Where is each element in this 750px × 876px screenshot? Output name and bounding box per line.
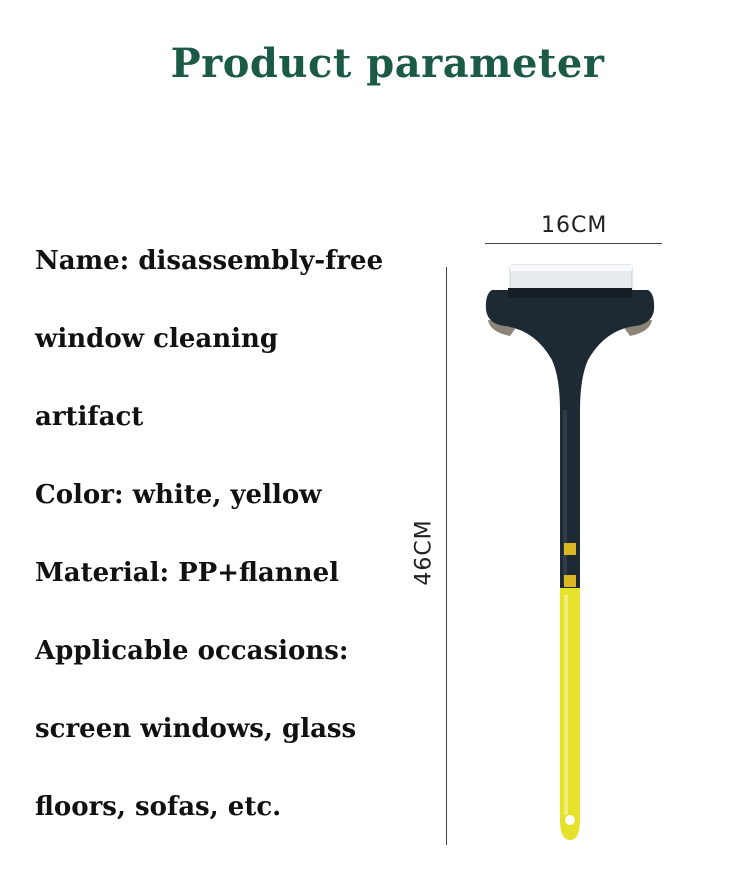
handle-head <box>486 290 654 410</box>
handle-yellow <box>560 588 580 840</box>
spec-name-line-1: Name: disassembly-free <box>35 246 384 276</box>
width-dimension-line <box>485 243 662 244</box>
spec-material: Material: PP+flannel <box>35 558 339 588</box>
spec-occasions-label: Applicable occasions: <box>35 636 349 666</box>
spec-occasions-line-1: screen windows, glass <box>35 714 357 744</box>
spec-occasions-line-2: floors, sofas, etc. <box>35 792 282 822</box>
height-dimension-line <box>446 267 447 845</box>
window-cleaner-image <box>480 260 660 850</box>
page-title: Product parameter <box>170 40 605 87</box>
width-dimension-label: 16CM <box>541 213 608 238</box>
spec-color: Color: white, yellow <box>35 480 322 510</box>
lock-button-lower <box>564 575 576 587</box>
spec-name-line-2: window cleaning <box>35 324 279 354</box>
height-dimension-label: 46CM <box>411 519 437 586</box>
hang-hole <box>565 815 575 825</box>
lock-button-upper <box>564 543 576 555</box>
spec-name-line-3: artifact <box>35 402 144 432</box>
